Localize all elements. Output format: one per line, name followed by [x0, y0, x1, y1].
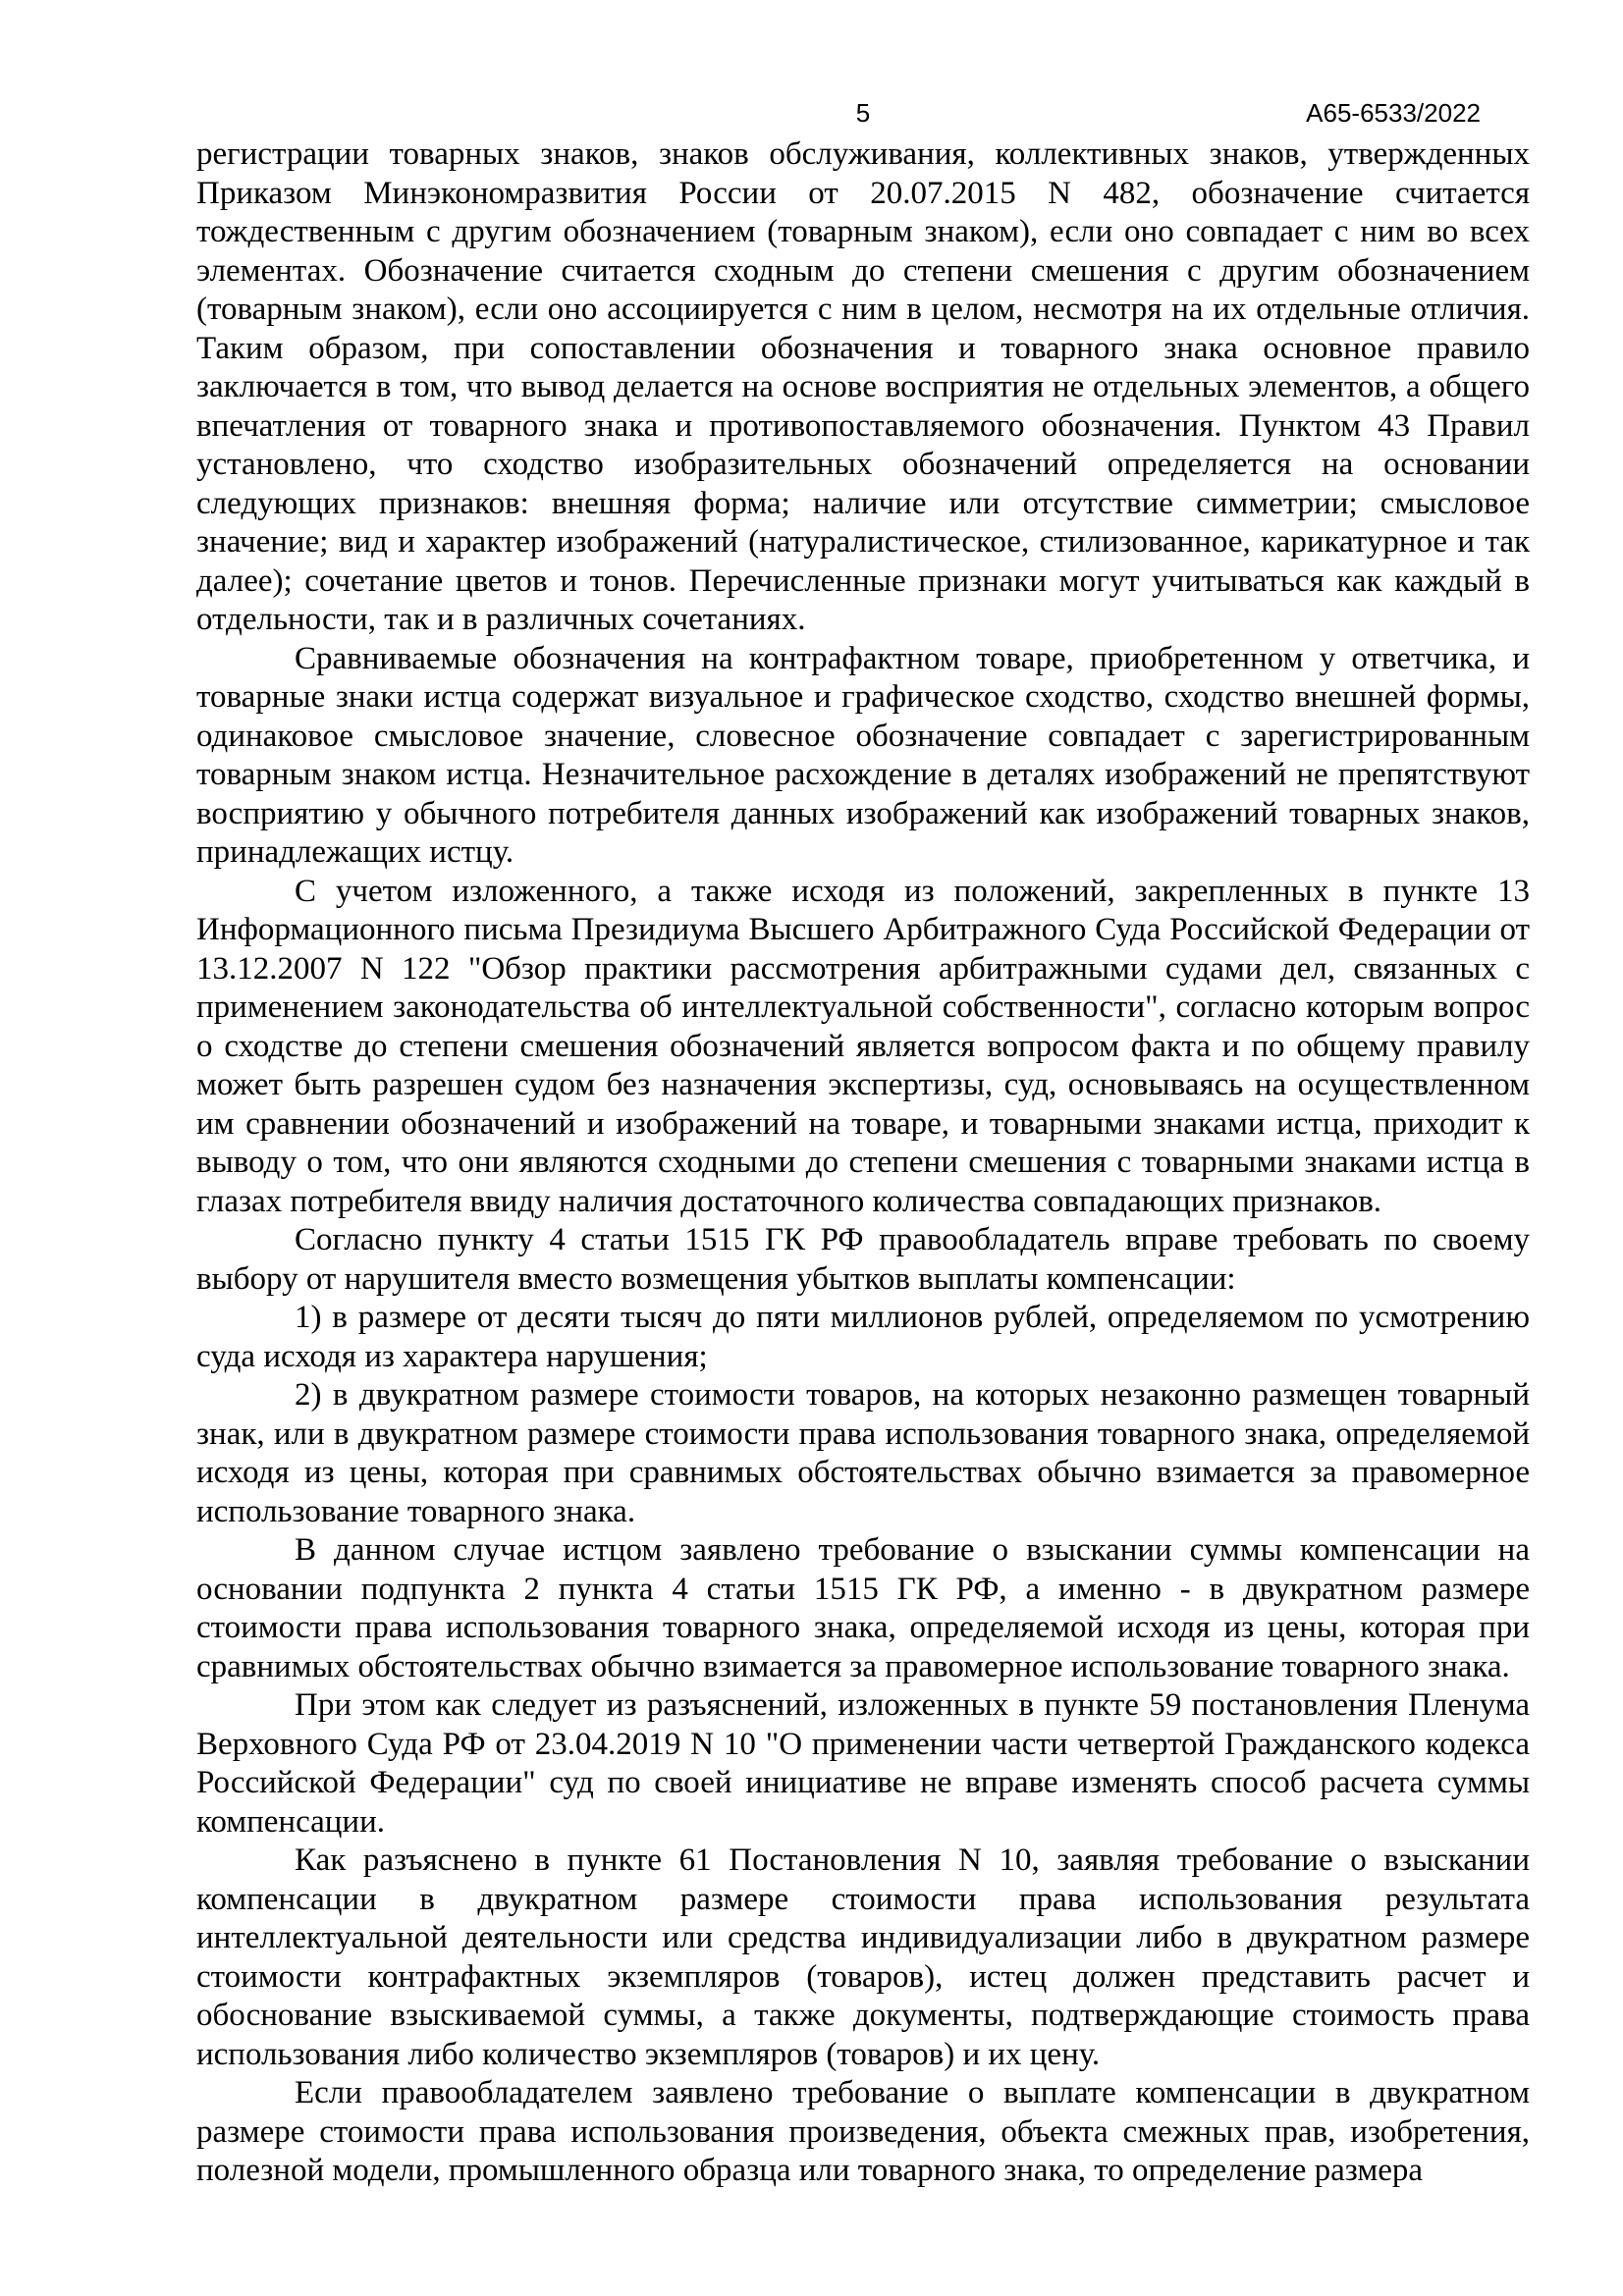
paragraph: Как разъяснено в пункте 61 Постановления N 10, заявляя требование о взыскании компенсации в двукратном размере стоимости права использования результата интеллектуальной деятельности или средства индивидуализации либо в двукратном размере стоимости контрафактных экземпляров (товаров), истец должен представить расчет и обоснование взыскиваемой суммы, а также документы, подтверждающие стоимость права использования либо количество экземпляров (товаров) и их цену. [196, 1842, 1530, 2072]
page-number: 5 [855, 98, 871, 128]
paragraph: С учетом изложенного, а также исходя из положений, закрепленных в пункте 13 Информационного письма Президиума Высшего Арбитражного Суда Российской Федерации от 13.12.2007 N 122 "Обзор практики рассмотрения арбитражными судами дел, связанных с применением законодательства об интеллектуальной собственности", согласно которым вопрос о сходстве до степени смешения обозначений является вопросом факта и по общему правилу может быть разрешен судом без назначения экспертизы, суд, основываясь на осуществленном им сравнении обозначений и изображений на товаре, и товарными знаками истца, приходит к выводу о том, что они являются сходными до степени смешения с товарными знаками истца в глазах потребителя ввиду наличия достаточного количества совпадающих признаков. [196, 873, 1530, 1219]
page-header [196, 98, 1530, 132]
paragraph: 1) в размере от десяти тысяч до пяти миллионов рублей, определяемом по усмотрению суда исходя из характера нарушения; [196, 1300, 1530, 1374]
paragraph: При этом как следует из разъяснений, изложенных в пункте 59 постановления Пленума Верховного Суда РФ от 23.04.2019 N 10 "О применении части четвертой Гражданского кодекса Российской Федерации" суд по своей инициативе не вправе изменять способ расчета суммы компенсации. [196, 1687, 1530, 1840]
case-number: А65-6533/2022 [1306, 98, 1481, 128]
paragraph: Сравниваемые обозначения на контрафактном товаре, приобретенном у ответчика, и товарные знаки истца содержат визуальное и графическое сходство, сходство внешней формы, одинаковое смысловое значение, словесное обозначение совпадает с зарегистрированным товарным знаком истца. Незначительное расхождение в деталях изображений не препятствуют восприятию у обычного потребителя данных изображений как изображений товарных знаков, принадлежащих истцу. [196, 640, 1530, 870]
paragraph: В данном случае истцом заявлено требование о взыскании суммы компенсации на основании подпункта 2 пункта 4 статьи 1515 ГК РФ, а именно - в двукратном размере стоимости права использования товарного знака, определяемой исходя из цены, которая при сравнимых обстоятельствах обычно взимается за правомерное использование товарного знака. [196, 1532, 1530, 1684]
paragraph: Если правообладателем заявлено требование о выплате компенсации в двукратном размере стоимости права использования произведения, объекта смежных прав, изобретения, полезной модели, промышленного образца или товарного знака, то определение размера [196, 2075, 1530, 2188]
paragraph: регистрации товарных знаков, знаков обслуживания, коллективных знаков, утвержденных Приказом Минэкономразвития России от 20.07.2015 N 482, обозначение считается тождественным с другим обозначением (товарным знаком), если оно совпадает с ним во всех элементах. Обозначение считается сходным до степени смешения с другим обозначением (товарным знаком), если оно ассоциируется с ним в целом, несмотря на их отдельные отличия. Таким образом, при сопоставлении обозначения и товарного знака основное правило заключается в том, что вывод делается на основе восприятия не отдельных элементов, а общего впечатления от товарного знака и противопоставляемого обозначения. Пунктом 43 Правил установлено, что сходство изобразительных обозначений определяется на основании следующих признаков: внешняя форма; наличие или отсутствие симметрии; смысловое значение; вид и характер изображений (натуралистическое, стилизованное, карикатурное и так далее); сочетание цветов и тонов. Перечисленные признаки могут учитываться как каждый в отдельности, так и в различных сочетаниях. [196, 136, 1530, 637]
paragraph: 2) в двукратном размере стоимости товаров, на которых незаконно размещен товарный знак, или в двукратном размере стоимости права использования товарного знака, определяемой исходя из цены, которая при сравнимых обстоятельствах обычно взимается за правомерное использование товарного знака. [196, 1377, 1530, 1529]
paragraph: Согласно пункту 4 статьи 1515 ГК РФ правообладатель вправе требовать по своему выбору от нарушителя вместо возмещения убытков выплаты компенсации: [196, 1222, 1530, 1297]
document-body [196, 135, 1530, 2191]
